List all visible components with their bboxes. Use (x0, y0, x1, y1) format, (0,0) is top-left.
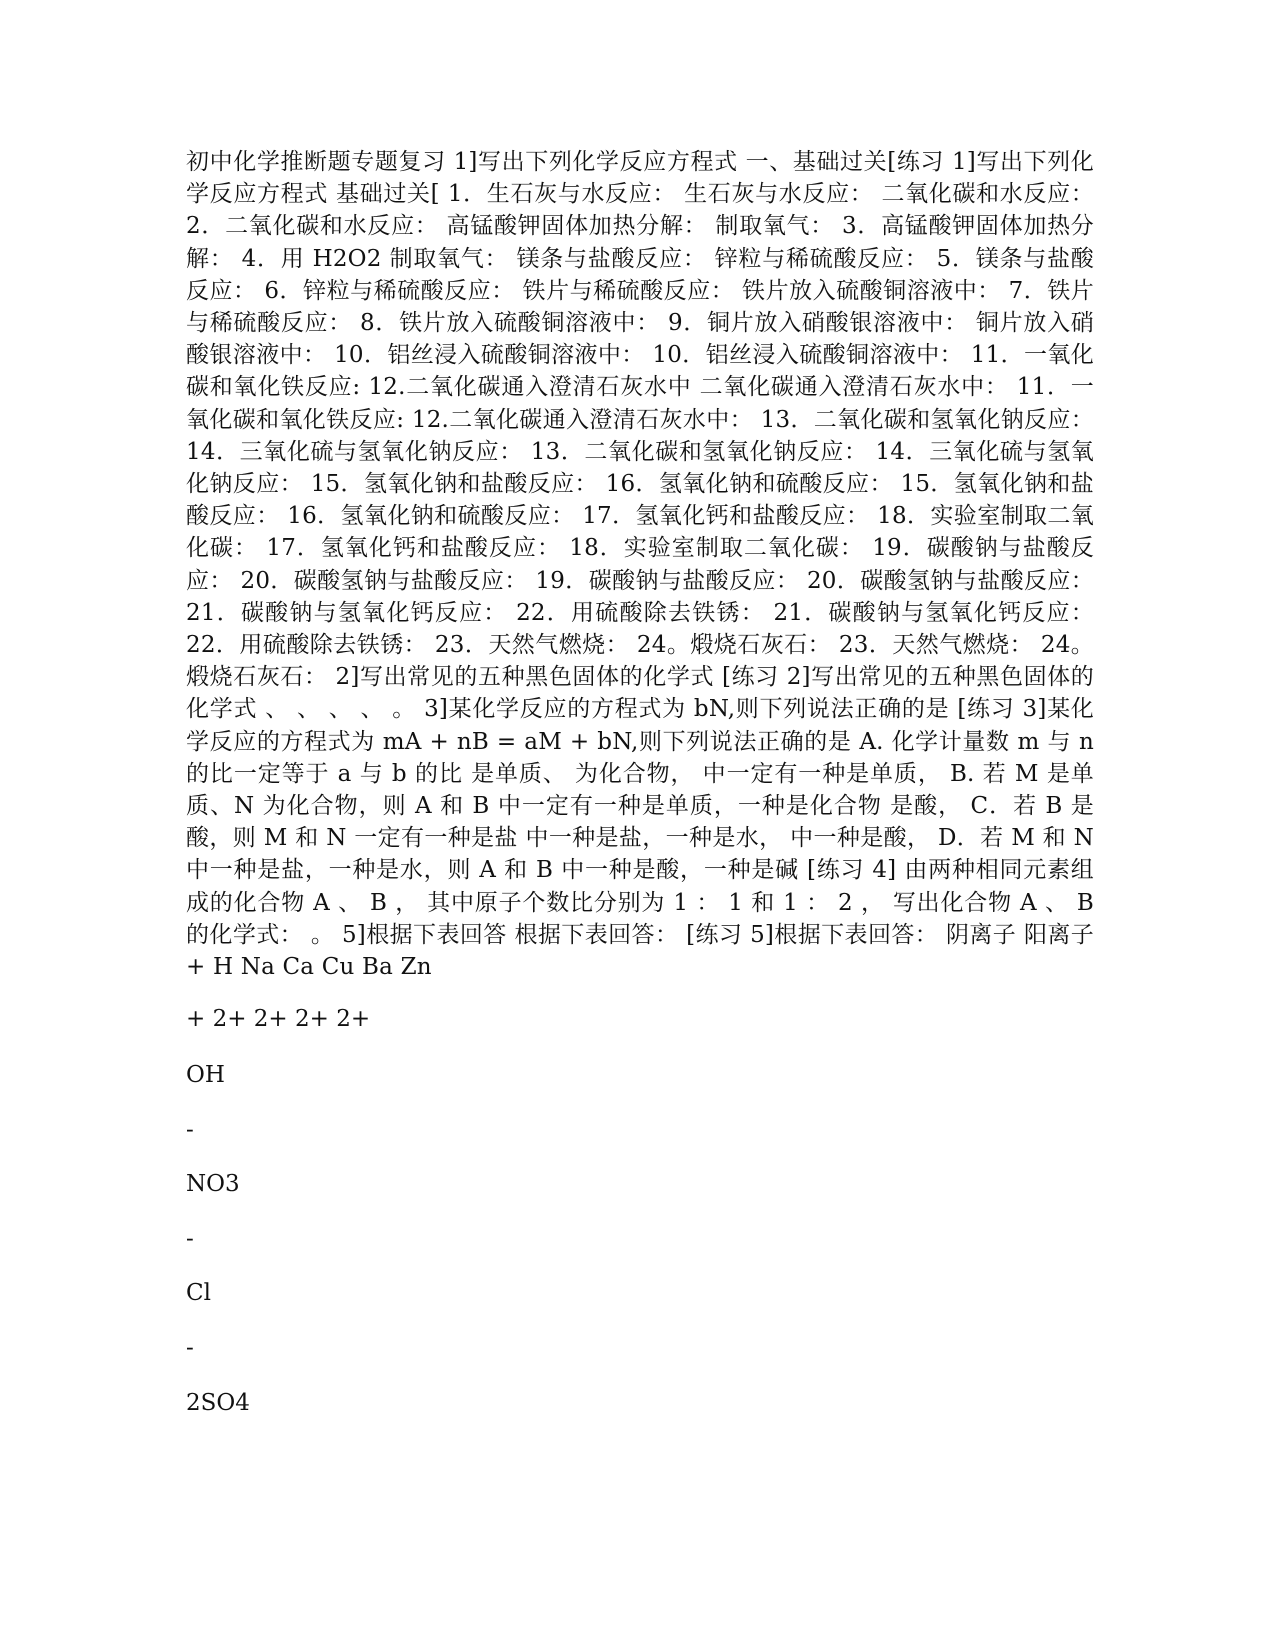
charge-line: + 2+ 2+ 2+ 2+ (186, 1006, 371, 1032)
anion-so4: 2SO4 (186, 1390, 250, 1416)
anion-cl: Cl (186, 1280, 211, 1306)
anion-cl-charge: - (186, 1335, 194, 1361)
anion-no3-charge: - (186, 1226, 194, 1252)
body-paragraph: 初中化学推断题专题复习 1]写出下列化学反应方程式 一、基础过关[练习 1]写出下列化学反应方程式 基础过关[ 1．生石灰与水反应： 生石灰与水反应： 二氧化碳和水反应： 2．二氧化碳和水反应： 高锰酸钾固体加热分解： 制取氧气： 3．高锰酸钾固体加热分解： 4．用 H2O2 制取氧气： 镁条与盐酸反应： 锌粒与稀硫酸反应： 5．镁条与盐酸反应： 6．锌粒与稀硫酸反应： 铁片与稀硫酸反应： 铁片放入硫酸铜溶液中： 7．铁片与稀硫酸反应： 8．铁片放入硫酸铜溶液中： 9．铜片放入硝酸银溶液中： 铜片放入硝酸银溶液中： 10．铝丝浸入硫酸铜溶液中： 10．铝丝浸入硫酸铜溶液中： 11．一氧化碳和氧化铁反应: 12.二氧化碳通入澄清石灰水中 二氧化碳通入澄清石灰水中： 11．一氧化碳和氧化铁反应: 12.二氧化碳通入澄清石灰水中： 13．二氧化碳和氢氧化钠反应： 14．三氧化硫与氢氧化钠反应： 13．二氧化碳和氢氧化钠反应： 14．三氧化硫与氢氧化钠反应： 15．氢氧化钠和盐酸反应： 16．氢氧化钠和硫酸反应： 15．氢氧化钠和盐酸反应： 16．氢氧化钠和硫酸反应： 17．氢氧化钙和盐酸反应： 18．实验室制取二氧化碳： 17．氢氧化钙和盐酸反应： 18．实验室制取二氧化碳： 19．碳酸钠与盐酸反应： 20．碳酸氢钠与盐酸反应： 19．碳酸钠与盐酸反应： 20．碳酸氢钠与盐酸反应： 21．碳酸钠与氢氧化钙反应： 22．用硫酸除去铁锈： 21．碳酸钠与氢氧化钙反应： 22．用硫酸除去铁锈： 23．天然气燃烧： 24。煅烧石灰石： 23．天然气燃烧： 24。煅烧石灰石： 2]写出常见的五种黑色固体的化学式 [练习 2]写出常见的五种黑色固体的化学式 、 、 、 、 。 3]某化学反应的方程式为 bN,则下列说法正确的是 [练习 3]某化学反应的方程式为 mA + nB = aM + bN,则下列说法正确的是 A. 化学计量数 m 与 n 的比一定等于 a 与 b 的比 是单质、 为化合物， 中一定有一种是单质， B. 若 M 是单质、N 为化合物，则 A 和 B 中一定有一种是单质，一种是化合物 是酸， C．若 B 是酸，则 M 和 N 一定有一种是盐 中一种是盐，一种是水， 中一种是酸， D．若 M 和 N 中一种是盐，一种是水，则 A 和 B 中一种是酸，一种是碱 [练习 4] 由两种相同元素组成的化合物 A 、 B ， 其中原子个数比分别为 1 ： 1 和 1 ： 2 ， 写出化合物 A 、 B 的化学式： 。 5]根据下表回答 根据下表回答： [练习 5]根据下表回答： 阴离子 阳离子 + H Na Ca Cu Ba Zn (186, 149, 1094, 981)
anion-oh: OH (186, 1062, 225, 1088)
anion-no3: NO3 (186, 1171, 240, 1197)
anion-oh-charge: - (186, 1117, 194, 1143)
